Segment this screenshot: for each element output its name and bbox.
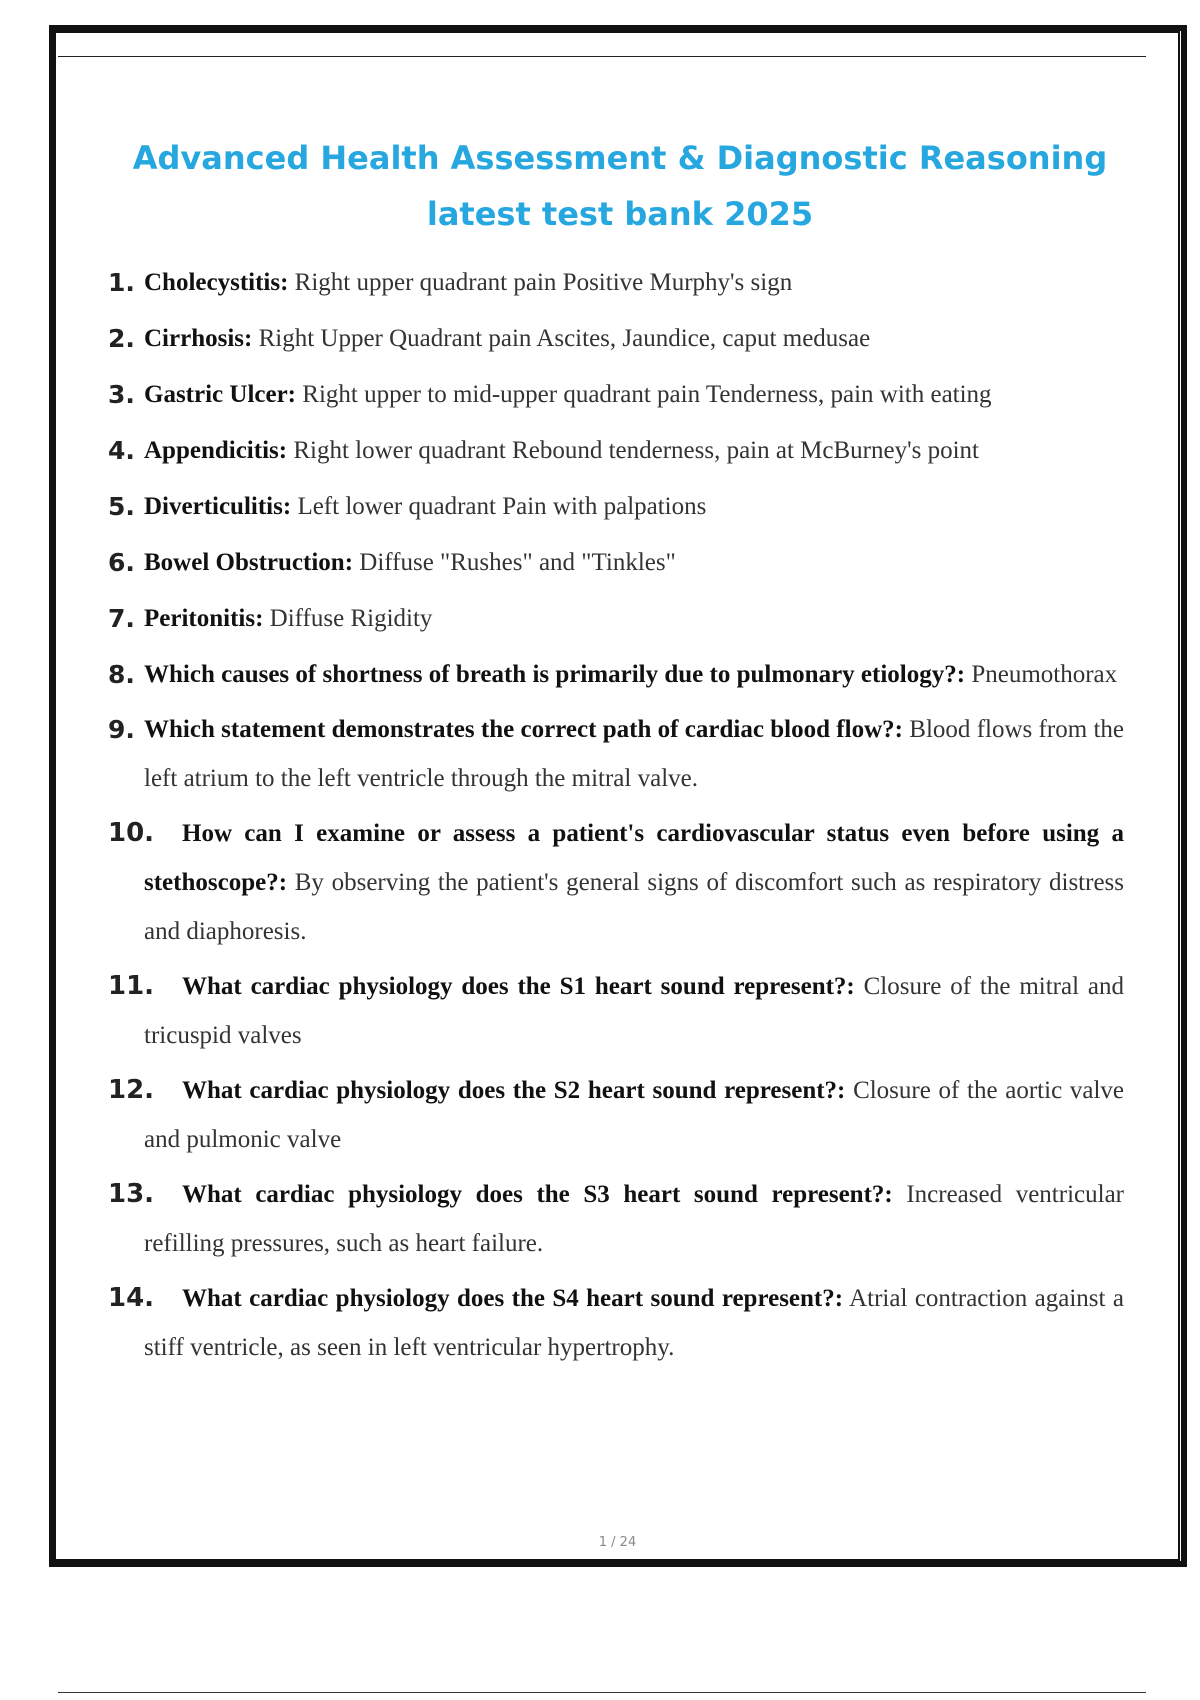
item-question: Cholecystitis:: [144, 269, 289, 296]
title-line-2: latest test bank 2025: [426, 195, 814, 233]
item-answer: Atrial contraction against a stiff ventricle, as seen in left ventricular hypertrophy.: [144, 1285, 1124, 1361]
list-item: [108, 258, 1124, 308]
item-number: 10.: [108, 818, 155, 848]
item-number: 4.: [108, 436, 135, 465]
item-question: Gastric Ulcer:: [144, 381, 297, 408]
item-number: 14.: [108, 1283, 155, 1313]
item-question: Appendicitis:: [144, 437, 288, 464]
list-item: [108, 809, 1124, 956]
page-number: 1 / 24: [598, 1535, 637, 1550]
list-item: [108, 650, 1124, 699]
list-item: [108, 594, 1124, 644]
item-number: 9.: [108, 715, 135, 744]
item-answer: Blood flows from the left atrium to the left ventricle through the mitral valve.: [144, 716, 1124, 792]
item-number: 6.: [108, 548, 135, 577]
question-list: [108, 258, 1124, 1378]
item-answer: Closure of the aortic valve and pulmonic valve: [144, 1077, 1124, 1153]
item-number: 3.: [108, 380, 135, 409]
item-number: 1.: [108, 268, 135, 297]
item-question: What cardiac physiology does the S4 heart sound represent?:: [182, 1285, 844, 1312]
item-answer: Left lower quadrant Pain with palpations: [297, 493, 707, 520]
list-item: [108, 370, 1124, 420]
item-number: 13.: [108, 1179, 155, 1209]
item-number: 2.: [108, 324, 135, 353]
item-answer: Right lower quadrant Rebound tenderness, pain at McBurney's point: [293, 437, 979, 464]
list-item: [108, 705, 1124, 803]
item-question: How can I examine or assess a patient's cardiovascular status even before using a stethoscope?:: [144, 820, 1124, 896]
list-item: [108, 482, 1124, 532]
item-question: Cirrhosis:: [144, 325, 253, 352]
item-answer: Pneumothorax: [971, 661, 1118, 688]
item-answer: Right upper quadrant pain Positive Murphy's sign: [294, 269, 793, 296]
item-answer: Diffuse "Rushes" and "Tinkles": [359, 549, 676, 576]
item-answer: Closure of the mitral and tricuspid valves: [144, 973, 1124, 1049]
item-number: 12.: [108, 1075, 155, 1105]
list-item: [108, 314, 1124, 364]
item-question: Which causes of shortness of breath is primarily due to pulmonary etiology?:: [144, 661, 966, 688]
document-title: [70, 130, 1170, 242]
item-number: 11.: [108, 971, 155, 1001]
item-answer: Diffuse Rigidity: [269, 605, 433, 632]
list-item: [108, 1066, 1124, 1164]
item-question: Peritonitis:: [144, 605, 264, 632]
top-rule: [58, 56, 1146, 57]
item-number: 5.: [108, 492, 135, 521]
list-item: [108, 962, 1124, 1060]
item-question: What cardiac physiology does the S2 heart sound represent?:: [182, 1077, 846, 1104]
item-answer: Right Upper Quadrant pain Ascites, Jaundice, caput medusae: [258, 325, 871, 352]
item-number: 7.: [108, 604, 135, 633]
item-question: What cardiac physiology does the S1 heart sound represent?:: [182, 973, 855, 1000]
title-line-1: Advanced Health Assessment & Diagnostic Reasoning: [132, 139, 1108, 177]
list-item: [108, 1274, 1124, 1372]
bottom-rule: [58, 1692, 1146, 1693]
item-question: Which statement demonstrates the correct path of cardiac blood flow?:: [144, 716, 903, 743]
item-question: Diverticulitis:: [144, 493, 292, 520]
item-question: Bowel Obstruction:: [144, 549, 354, 576]
item-question: What cardiac physiology does the S3 heart sound represent?:: [182, 1181, 893, 1208]
list-item: [108, 426, 1124, 476]
item-answer: Right upper to mid-upper quadrant pain Tenderness, pain with eating: [302, 381, 992, 408]
item-answer: By observing the patient's general signs of discomfort such as respiratory distress and diaphoresis.: [144, 869, 1124, 945]
list-item: [108, 538, 1124, 588]
item-number: 8.: [108, 660, 135, 689]
item-answer: Increased ventricular refilling pressures, such as heart failure.: [144, 1181, 1124, 1257]
list-item: [108, 1170, 1124, 1268]
